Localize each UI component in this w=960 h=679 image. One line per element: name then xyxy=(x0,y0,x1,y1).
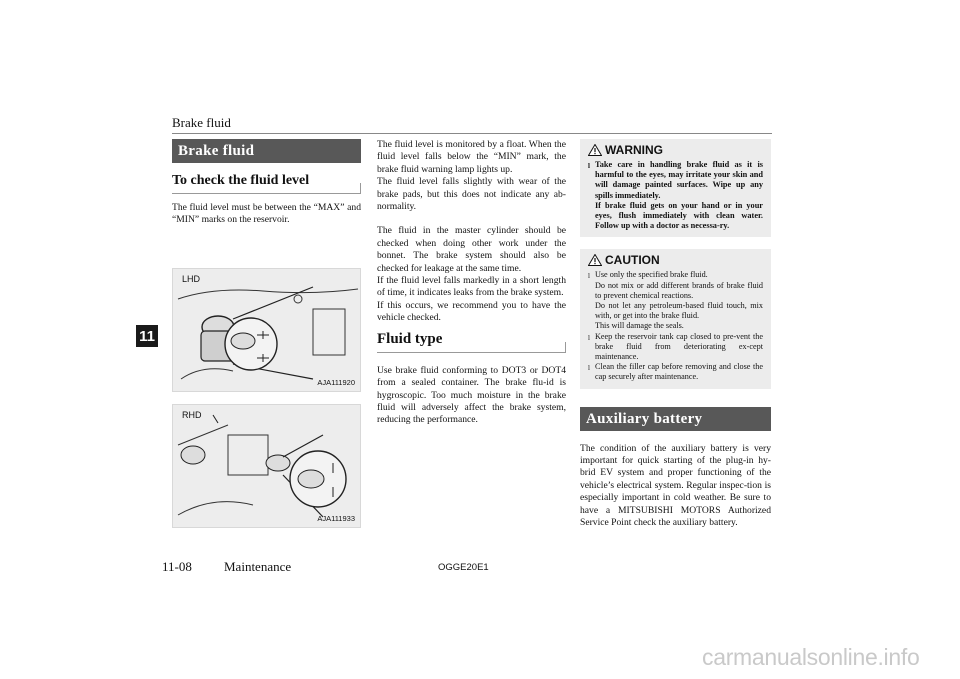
bullet-glyph: l xyxy=(588,272,590,281)
para-auxiliary-battery: The condition of the auxiliary battery is very important for quick starting of the plug-in hy-brid EV system and proper functioning of the vehicle’s electrical system. Regular inspec-tion is especially important in cold weather. Be sure to have a MITSUBISHI MOTORS Authorized Service Point check the auxiliary battery. xyxy=(580,442,771,529)
warning-box xyxy=(580,139,771,237)
para-float: The fluid level is monitored by a float. When the fluid level falls below the “MIN” mark, the brake fluid warning lamp lights up. xyxy=(377,139,566,175)
para-pad-wear: The fluid level falls slightly with wear of the brake pads, but this does not indicate any ab-normality. xyxy=(377,176,566,213)
subhead-fluid-type: Fluid type xyxy=(377,331,566,353)
watermark: carmanualsonline.info xyxy=(702,644,920,670)
caution-line: Clean the filler cap before removing and close the cap securely after maintenance. xyxy=(594,362,763,382)
caution-box xyxy=(580,249,771,388)
caution-line: Do not let any petroleum-based fluid touch, mix with, or get into the brake fluid. xyxy=(594,301,763,321)
figure-tag: LHD xyxy=(182,273,201,284)
warning-item xyxy=(588,160,763,231)
caution-line: This will damage the seals. xyxy=(594,321,684,331)
figure-tag: RHD xyxy=(182,409,202,420)
para-master-cylinder: The fluid in the master cylinder should be checked when doing other work under the bonnet. The brake system should also be checked for leakage at the same time. xyxy=(377,225,566,274)
caution-item xyxy=(588,332,763,363)
warning-line-1: Take care in handling brake fluid as it is harmful to the eyes, may irritate your skin and will damage painted surfaces. Wipe up any spills immediately. xyxy=(594,160,763,200)
chapter-tab: 11 xyxy=(136,325,158,347)
engine-bay-illustration xyxy=(173,405,361,528)
subhead-check-fluid-level: To check the fluid level xyxy=(172,173,361,194)
warning-triangle-icon xyxy=(588,144,602,156)
document-code: OGGE20E1 xyxy=(438,562,489,573)
running-title: Brake fluid xyxy=(172,115,231,130)
column-right xyxy=(580,139,771,530)
caution-line: Keep the reservoir tank cap closed to pre-vent the brake fluid from deteriorating ex-cept maintenance. xyxy=(594,331,763,362)
para-fluid-type: Use brake fluid conforming to DOT3 or DOT4 from a sealed container. The brake flu-id is hygroscopic. Too much moisture in the brake fluid will adversely affect the brake system, reducing the performance. xyxy=(377,364,566,426)
para-fluid-level: The fluid level must be between the “MAX” and “MIN” marks on the reservoir. xyxy=(172,202,361,226)
header-rule xyxy=(172,133,772,134)
section-title-auxiliary-battery: Auxiliary battery xyxy=(580,407,771,431)
figure-lhd xyxy=(172,268,361,392)
caution-line: Use only the specified brake fluid. xyxy=(594,270,708,280)
page-number: 11-08 xyxy=(162,559,192,574)
column-left xyxy=(172,139,361,528)
warning-line-2: If brake fluid gets on your hand or in your eyes, flush immediately with clean water. Follow up with a doctor as necessa-ry. xyxy=(594,200,763,231)
caution-triangle-icon xyxy=(588,254,602,266)
section-title-brake-fluid: Brake fluid xyxy=(172,139,361,163)
caution-title: CAUTION xyxy=(605,253,660,268)
figure-code: AJA111933 xyxy=(317,513,355,523)
caution-line: Do not mix or add different brands of brake fluid to prevent chemical reactions. xyxy=(594,280,763,300)
warning-title: WARNING xyxy=(605,143,663,157)
para-leaks: If the fluid level falls markedly in a short length of time, it indicates leaks from the brake system. xyxy=(377,275,566,299)
engine-bay-illustration xyxy=(173,269,361,392)
bullet-glyph: l xyxy=(588,333,590,342)
bullet-glyph: l xyxy=(588,162,590,170)
bullet-glyph: l xyxy=(588,364,590,373)
chapter-name: Maintenance xyxy=(224,559,292,574)
figure-code: AJA111920 xyxy=(317,377,355,387)
para-have-checked: If this occurs, we recommend you to have the vehicle checked. xyxy=(377,299,566,324)
figure-rhd xyxy=(172,404,361,528)
caution-item xyxy=(588,362,763,382)
caution-item xyxy=(588,270,763,331)
column-middle xyxy=(377,139,566,427)
